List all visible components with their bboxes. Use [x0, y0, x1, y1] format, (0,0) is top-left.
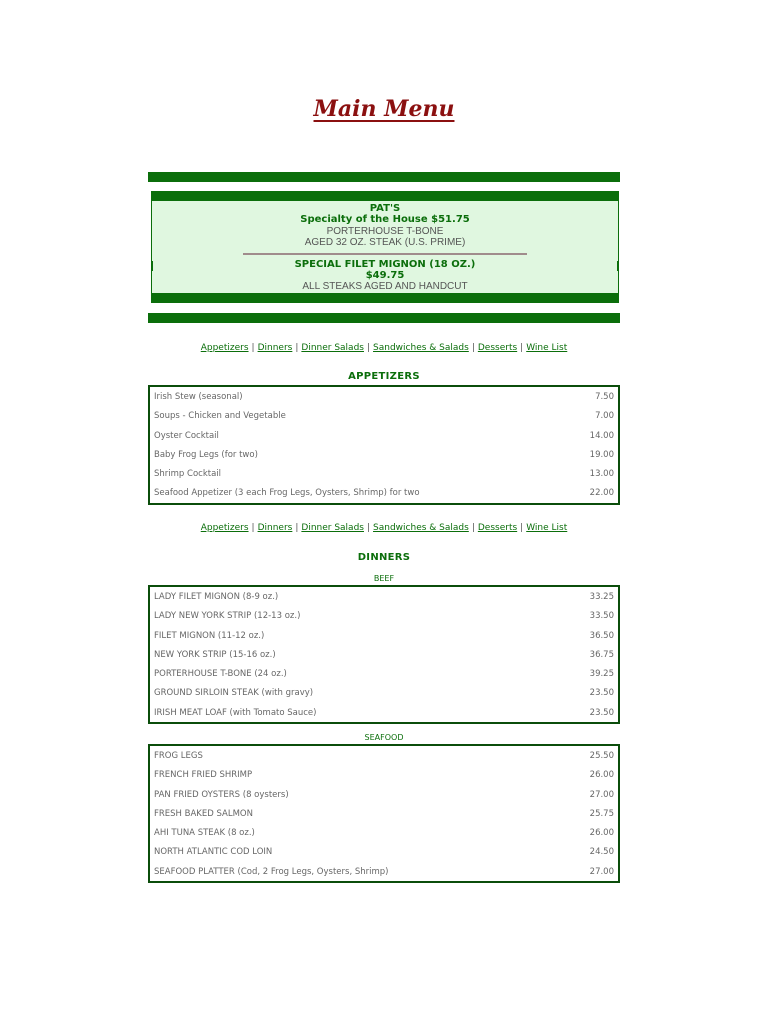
menu-row	[150, 785, 618, 804]
menu-row	[150, 746, 618, 765]
item-name: NEW YORK STRIP (15-16 oz.)	[154, 649, 276, 660]
menu-row	[150, 823, 618, 842]
appetizers-heading: APPETIZERS	[348, 371, 420, 382]
item-price: 24.50	[589, 847, 614, 858]
item-price: 7.50	[595, 392, 614, 402]
nav-link-desserts[interactable]: Desserts	[477, 343, 518, 353]
item-name: GROUND SIRLOIN STEAK (with gravy)	[154, 688, 314, 699]
item-price: 19.00	[589, 449, 614, 460]
item-price: 23.50	[589, 707, 614, 718]
specialty-aging: AGED 32 OZ. STEAK (U.S. PRIME)	[304, 237, 466, 248]
specialty-owner: PAT'S	[369, 203, 401, 214]
item-price: 7.00	[595, 411, 614, 422]
dinners-heading: DINNERS	[357, 552, 411, 563]
page-title-wrap	[0, 96, 768, 122]
nav-separator: |	[366, 523, 371, 533]
seafood-table	[148, 744, 620, 883]
nav-link-wine-list[interactable]: Wine List	[526, 343, 568, 353]
seafood-heading: SEAFOOD	[364, 733, 404, 742]
nav-link-dinners[interactable]: Dinners	[257, 523, 293, 533]
item-price: 36.50	[589, 630, 614, 641]
menu-row	[150, 483, 618, 502]
menu-row	[150, 804, 618, 823]
specialty-cut: PORTERHOUSE T-BONE	[326, 226, 444, 237]
menu-row	[150, 406, 618, 425]
menu-row	[150, 426, 618, 445]
menu-row	[150, 387, 618, 406]
item-name: FILET MIGNON (11-12 oz.)	[154, 630, 265, 641]
banner-bottom-band	[148, 313, 620, 323]
menu-row	[150, 587, 618, 606]
menu-row	[150, 626, 618, 645]
specialty-filet-price: $49.75	[365, 270, 405, 281]
nav-link-appetizers[interactable]: Appetizers	[200, 523, 249, 533]
specialty-divider	[243, 253, 527, 255]
item-name: Soups - Chicken and Vegetable	[154, 411, 286, 422]
item-price: 14.00	[589, 430, 614, 441]
item-name: FRENCH FRIED SHRIMP	[154, 770, 253, 781]
banner-top-band	[148, 172, 620, 182]
item-name: PAN FRIED OYSTERS (8 oysters)	[154, 789, 289, 800]
item-price: 23.50	[589, 688, 614, 699]
menu-nav-top	[0, 343, 768, 353]
menu-nav-bottom	[0, 523, 768, 533]
nav-separator: |	[520, 343, 524, 353]
specialty-house: Specialty of the House $51.75	[300, 214, 470, 225]
nav-link-dinner-salads[interactable]: Dinner Salads	[301, 523, 364, 533]
beef-heading: BEEF	[373, 574, 395, 583]
menu-row	[150, 606, 618, 625]
appetizers-table	[148, 385, 620, 505]
nav-link-desserts[interactable]: Desserts	[477, 523, 518, 533]
item-name: PORTERHOUSE T-BONE (24 oz.)	[154, 669, 287, 680]
item-price: 25.75	[589, 808, 614, 819]
item-name: NORTH ATLANTIC COD LOIN	[154, 847, 273, 858]
menu-row	[150, 683, 618, 702]
item-price: 13.00	[589, 469, 614, 480]
item-name: Oyster Cocktail	[154, 430, 219, 441]
banner-inner-top-band	[152, 191, 618, 201]
menu-row	[150, 765, 618, 784]
item-price: 33.25	[589, 592, 614, 602]
nav-separator: |	[471, 523, 475, 533]
item-price: 39.25	[589, 669, 614, 680]
nav-link-appetizers[interactable]: Appetizers	[200, 343, 249, 353]
item-price: 33.50	[589, 611, 614, 622]
menu-row	[150, 445, 618, 464]
specialty-banner	[148, 172, 620, 323]
item-name: Seafood Appetizer (3 each Frog Legs, Oysters, Shrimp) for two	[154, 488, 420, 499]
nav-separator: |	[295, 523, 299, 533]
item-name: IRISH MEAT LOAF (with Tomato Sauce)	[154, 707, 317, 718]
nav-link-dinner-salads[interactable]: Dinner Salads	[301, 343, 364, 353]
item-name: AHI TUNA STEAK (8 oz.)	[154, 828, 255, 839]
specialty-filet: SPECIAL FILET MIGNON (18 OZ.)	[294, 259, 476, 270]
item-price: 36.75	[589, 649, 614, 660]
page-title: Main Menu	[313, 96, 455, 122]
menu-row	[150, 842, 618, 861]
menu-row	[150, 645, 618, 664]
item-name: Irish Stew (seasonal)	[154, 392, 243, 402]
menu-row	[150, 862, 618, 881]
item-name: FRESH BAKED SALMON	[154, 808, 253, 819]
nav-link-dinners[interactable]: Dinners	[257, 343, 293, 353]
nav-link-sandwiches-salads[interactable]: Sandwiches & Salads	[373, 343, 469, 353]
item-name: FROG LEGS	[154, 751, 203, 761]
nav-link-wine-list[interactable]: Wine List	[526, 523, 568, 533]
item-name: LADY NEW YORK STRIP (12-13 oz.)	[154, 611, 301, 622]
nav-separator: |	[520, 523, 524, 533]
item-name: LADY FILET MIGNON (8-9 oz.)	[154, 592, 279, 602]
nav-separator: |	[366, 343, 371, 353]
specialty-note: ALL STEAKS AGED AND HANDCUT	[302, 281, 468, 292]
beef-table	[148, 585, 620, 724]
nav-separator: |	[251, 343, 255, 353]
nav-link-sandwiches-salads[interactable]: Sandwiches & Salads	[373, 523, 469, 533]
item-price: 25.50	[589, 751, 614, 761]
specialty-box	[151, 191, 619, 303]
item-name: SEAFOOD PLATTER (Cod, 2 Frog Legs, Oysters, Shrimp)	[154, 866, 389, 877]
item-price: 22.00	[589, 488, 614, 499]
item-name: Shrimp Cocktail	[154, 469, 222, 480]
menu-row	[150, 703, 618, 722]
item-price: 26.00	[589, 828, 614, 839]
nav-separator: |	[471, 343, 475, 353]
nav-separator: |	[251, 523, 255, 533]
nav-separator: |	[295, 343, 299, 353]
menu-row	[150, 464, 618, 483]
menu-row	[150, 664, 618, 683]
item-name: Baby Frog Legs (for two)	[154, 449, 258, 460]
item-price: 27.00	[589, 866, 614, 877]
banner-inner-bottom-band	[152, 293, 618, 303]
item-price: 27.00	[589, 789, 614, 800]
item-price: 26.00	[589, 770, 614, 781]
